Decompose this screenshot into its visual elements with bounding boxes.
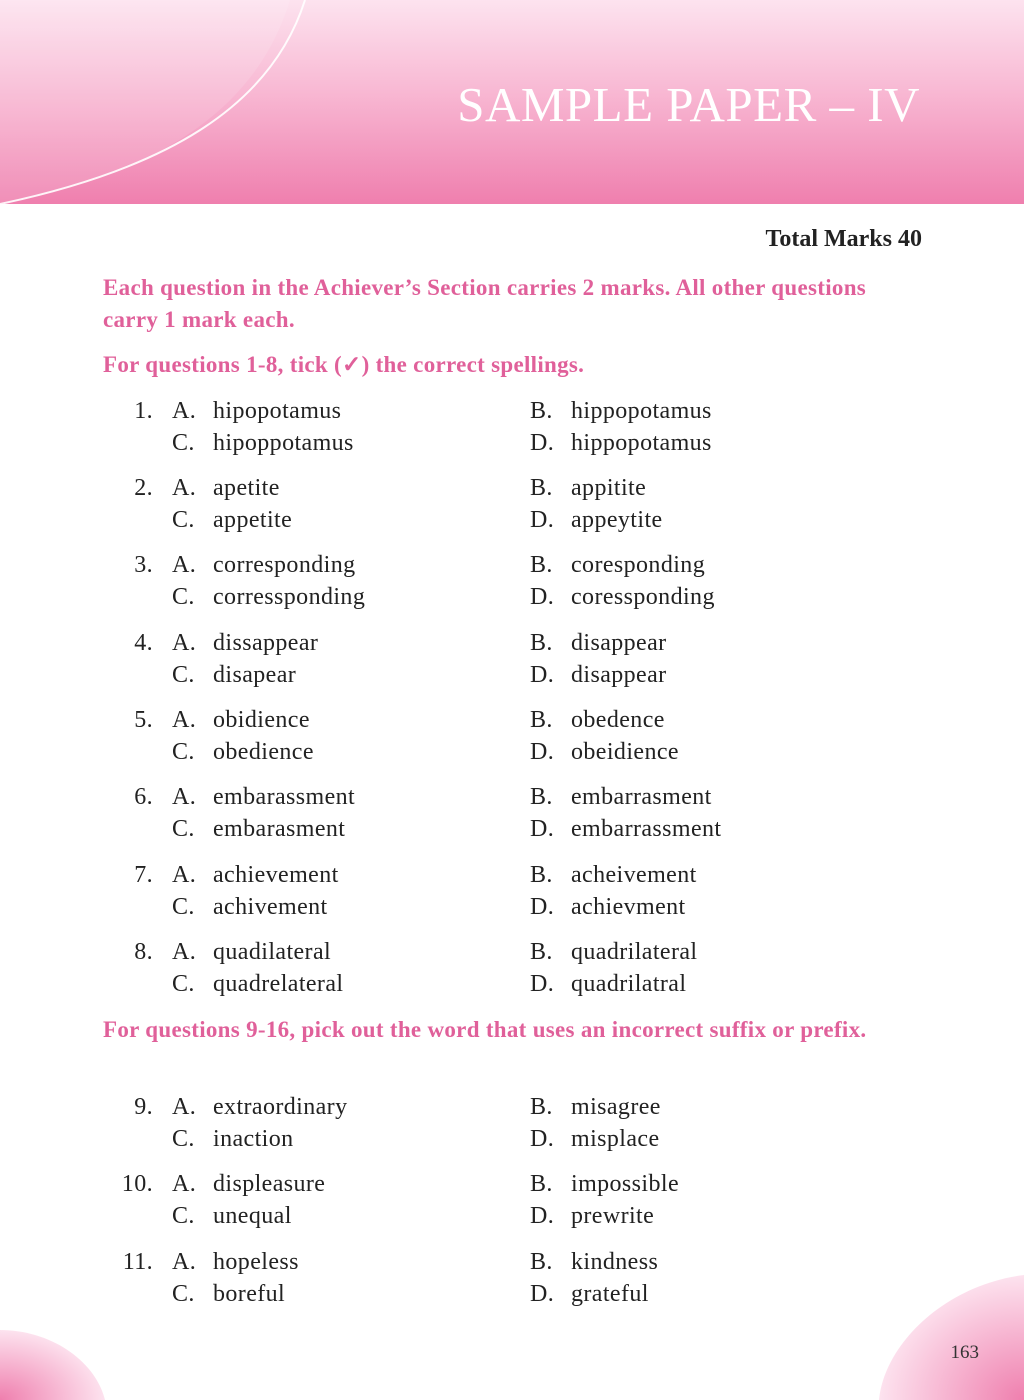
total-marks: Total Marks 40 xyxy=(765,226,922,252)
option-letter-c: C. xyxy=(172,507,195,533)
option-letter-b: B. xyxy=(530,939,553,965)
option-text-c: corressponding xyxy=(213,584,366,610)
option-letter-a: A. xyxy=(172,475,197,501)
option-text-b: acheivement xyxy=(571,862,697,888)
option-letter-d: D. xyxy=(530,430,555,456)
option-text-d: embarrassment xyxy=(571,816,722,842)
option-letter-d: D. xyxy=(530,584,555,610)
question-item xyxy=(0,859,1024,923)
question-number: 11. xyxy=(122,1249,153,1275)
option-text-d: coressponding xyxy=(571,584,715,610)
question-number: 10. xyxy=(121,1171,153,1197)
option-letter-a: A. xyxy=(172,630,197,656)
option-text-d: grateful xyxy=(571,1281,649,1307)
question-number: 4. xyxy=(134,630,153,656)
option-letter-c: C. xyxy=(172,894,195,920)
option-letter-b: B. xyxy=(530,630,553,656)
page-number: 163 xyxy=(950,1342,979,1363)
option-letter-b: B. xyxy=(530,398,553,424)
option-text-c: hipoppotamus xyxy=(213,430,354,456)
option-letter-d: D. xyxy=(530,662,555,688)
question-item xyxy=(0,395,1024,459)
option-text-a: hopeless xyxy=(213,1249,299,1275)
option-text-b: kindness xyxy=(571,1249,659,1275)
option-text-a: dissappear xyxy=(213,630,319,656)
option-text-b: embarrasment xyxy=(571,784,712,810)
option-letter-a: A. xyxy=(172,862,197,888)
option-text-c: achivement xyxy=(213,894,328,920)
option-text-d: appeytite xyxy=(571,507,663,533)
instruction-prefix-suffix: For questions 9-16, pick out the word that uses an incorrect suffix or prefix. xyxy=(103,1017,867,1042)
option-letter-c: C. xyxy=(172,662,195,688)
option-text-b: misagree xyxy=(571,1094,661,1120)
option-letter-b: B. xyxy=(530,707,553,733)
question-number: 9. xyxy=(134,1094,153,1120)
option-letter-a: A. xyxy=(172,1171,197,1197)
option-letter-c: C. xyxy=(172,584,195,610)
option-text-a: apetite xyxy=(213,475,280,501)
header-band xyxy=(0,0,1024,204)
option-text-d: prewrite xyxy=(571,1203,655,1229)
option-letter-d: D. xyxy=(530,894,555,920)
instruction-marks: Each question in the Achiever’s Section carries 2 marks. All other questions carry 1 mark each. xyxy=(103,275,867,332)
corner-decoration-bottom-left xyxy=(0,1325,110,1400)
question-item xyxy=(0,1168,1024,1232)
option-text-d: achievment xyxy=(571,894,686,920)
page-title: SAMPLE PAPER – IV xyxy=(457,77,920,132)
question-number: 2. xyxy=(134,475,153,501)
option-text-b: disappear xyxy=(571,630,667,656)
option-text-d: misplace xyxy=(571,1126,660,1152)
option-text-a: embarassment xyxy=(213,784,356,810)
instruction-spellings: For questions 1-8, tick (✓) the correct spellings. xyxy=(103,352,585,377)
option-letter-c: C. xyxy=(172,739,195,765)
option-text-c: quadrelateral xyxy=(213,971,344,997)
option-letter-c: C. xyxy=(172,971,195,997)
option-text-d: quadrilatral xyxy=(571,971,687,997)
option-text-b: obedence xyxy=(571,707,665,733)
question-item xyxy=(0,627,1024,691)
option-text-b: appitite xyxy=(571,475,647,501)
option-text-c: boreful xyxy=(213,1281,286,1307)
option-letter-a: A. xyxy=(172,939,197,965)
option-text-a: displeasure xyxy=(213,1171,326,1197)
question-item xyxy=(0,472,1024,536)
option-letter-d: D. xyxy=(530,816,555,842)
question-number: 3. xyxy=(134,552,153,578)
option-letter-a: A. xyxy=(172,398,197,424)
option-letter-c: C. xyxy=(172,430,195,456)
question-number: 6. xyxy=(134,784,153,810)
option-text-a: hipopotamus xyxy=(213,398,342,424)
option-letter-c: C. xyxy=(172,1203,195,1229)
option-letter-d: D. xyxy=(530,1126,555,1152)
question-item xyxy=(0,704,1024,768)
option-letter-d: D. xyxy=(530,1203,555,1229)
option-letter-d: D. xyxy=(530,507,555,533)
option-text-b: coresponding xyxy=(571,552,706,578)
question-item xyxy=(0,936,1024,1000)
question-item xyxy=(0,549,1024,613)
option-letter-d: D. xyxy=(530,1281,555,1307)
option-letter-b: B. xyxy=(530,784,553,810)
option-letter-a: A. xyxy=(172,707,197,733)
question-number: 7. xyxy=(134,862,153,888)
option-letter-a: A. xyxy=(172,784,197,810)
option-text-c: disapear xyxy=(213,662,297,688)
option-letter-c: C. xyxy=(172,1281,195,1307)
option-letter-b: B. xyxy=(530,552,553,578)
option-text-c: inaction xyxy=(213,1126,294,1152)
option-text-a: extraordinary xyxy=(213,1094,348,1120)
option-text-b: impossible xyxy=(571,1171,680,1197)
question-number: 1. xyxy=(134,398,153,424)
question-item xyxy=(0,1091,1024,1155)
option-text-d: obeidience xyxy=(571,739,679,765)
question-item xyxy=(0,1246,1024,1310)
option-letter-c: C. xyxy=(172,816,195,842)
option-letter-b: B. xyxy=(530,1171,553,1197)
option-text-c: unequal xyxy=(213,1203,292,1229)
option-letter-a: A. xyxy=(172,552,197,578)
option-text-a: obidience xyxy=(213,707,310,733)
corner-decoration-bottom-right xyxy=(874,1275,1024,1400)
option-text-c: appetite xyxy=(213,507,293,533)
option-text-d: hippopotamus xyxy=(571,430,712,456)
question-item xyxy=(0,781,1024,845)
option-letter-a: A. xyxy=(172,1249,197,1275)
option-text-d: disappear xyxy=(571,662,667,688)
option-letter-b: B. xyxy=(530,1249,553,1275)
option-letter-b: B. xyxy=(530,1094,553,1120)
option-text-c: obedience xyxy=(213,739,314,765)
option-letter-c: C. xyxy=(172,1126,195,1152)
option-letter-d: D. xyxy=(530,971,555,997)
option-letter-b: B. xyxy=(530,862,553,888)
question-number: 8. xyxy=(134,939,153,965)
option-text-a: achievement xyxy=(213,862,339,888)
question-number: 5. xyxy=(134,707,153,733)
option-letter-a: A. xyxy=(172,1094,197,1120)
option-text-b: hippopotamus xyxy=(571,398,712,424)
option-letter-d: D. xyxy=(530,739,555,765)
option-letter-b: B. xyxy=(530,475,553,501)
option-text-c: embarasment xyxy=(213,816,346,842)
option-text-b: quadrilateral xyxy=(571,939,698,965)
option-text-a: quadilateral xyxy=(213,939,332,965)
option-text-a: corresponding xyxy=(213,552,356,578)
